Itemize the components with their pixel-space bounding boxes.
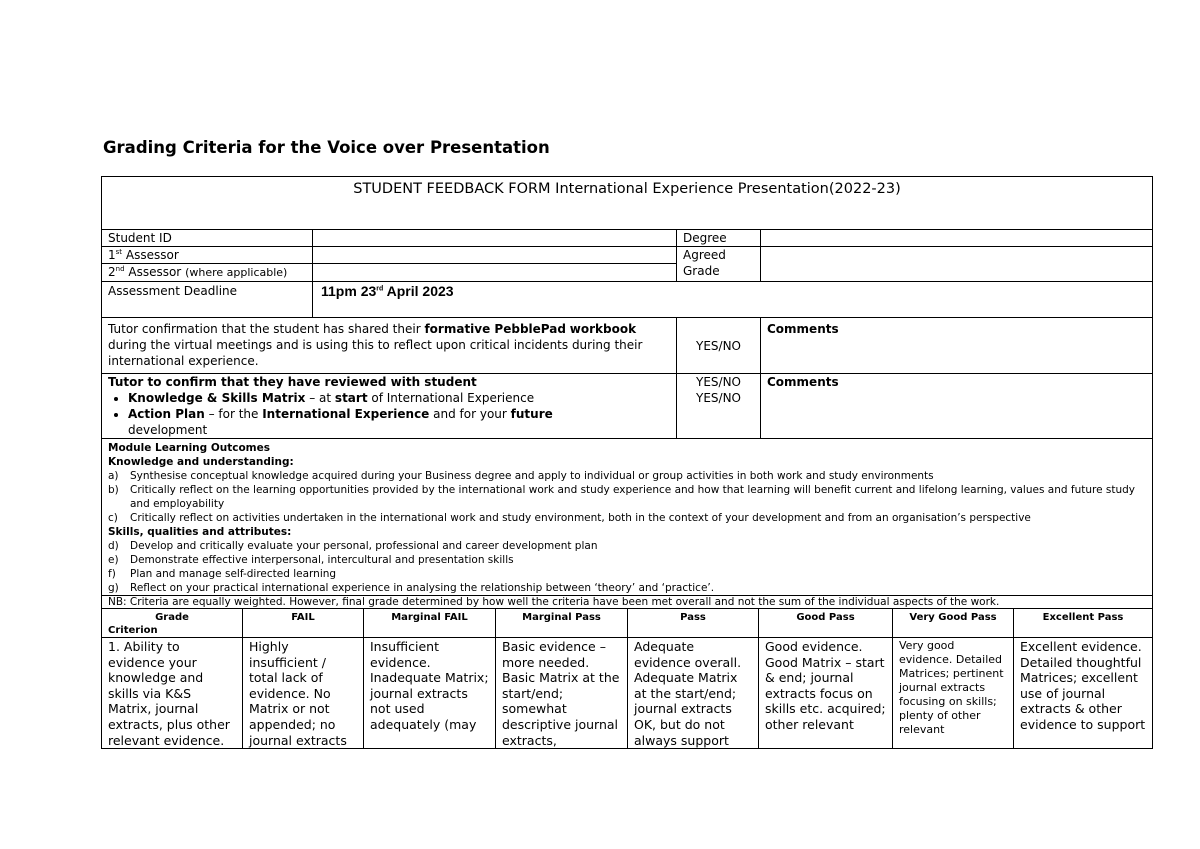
grade-band-descriptor: Very good evidence. Detailed Matrices; pertinent journal extracts focusing on skills; plenty of other relevant	[893, 638, 1014, 749]
grade-band-header: Marginal FAIL	[364, 609, 496, 638]
outcome-text: Reflect on your practical international experience in analysing the relationship between ‘theory’ and ‘practice’.	[130, 582, 715, 594]
learning-outcomes	[102, 439, 1152, 595]
grade-band-descriptor: Excellent evidence. Detailed thoughtful Matrices; excellent use of journal extracts & other evidence to support	[1014, 638, 1153, 749]
outcome-letter: b)	[108, 484, 119, 496]
grade-band-descriptor: Highly insufficient / total lack of evidence. No Matrix or not appended; no journal extracts	[243, 638, 364, 749]
grading-grid	[101, 608, 1153, 749]
review-yes-no[interactable]: YES/NO YES/NO	[677, 374, 761, 439]
outcome-item	[108, 553, 1146, 567]
outcome-letter: a)	[108, 470, 119, 482]
grade-band-header: FAIL	[243, 609, 364, 638]
form-title: STUDENT FEEDBACK FORM International Experience Presentation(2022-23)	[101, 176, 1153, 229]
grade-band-header: Good Pass	[759, 609, 893, 638]
grade-band-descriptor: Good evidence. Good Matrix – start & end; journal extracts focus on skills etc. acquired; other relevant	[759, 638, 893, 749]
tutor-confirmation-review: Tutor to confirm that they have reviewed with student • Knowledge & Skills Matrix – at start of International Experience • Action Plan – for the International Experience and for your future development	[102, 374, 677, 439]
knowledge-list	[108, 469, 1146, 525]
tutor-confirmation-pebblepad: Tutor confirmation that the student has shared their formative PebblePad workbook during the virtual meetings and is using this to reflect upon critical incidents during their international experience.	[102, 318, 677, 374]
outcome-letter: e)	[108, 554, 119, 566]
outcome-item	[108, 581, 1146, 595]
outcome-letter: f)	[108, 568, 116, 580]
criterion-cell: 1. Ability to evidence your knowledge and skills via K&S Matrix, journal extracts, plus other relevant evidence.	[102, 638, 243, 749]
outcome-text: Critically reflect on the learning opportunities provided by the international work and study experience and how that learning will benefit current and lifelong learning, values and future study and employability	[130, 484, 1135, 510]
page-title: Grading Criteria for the Voice over Presentation	[103, 138, 550, 157]
student-id-label: Student ID	[102, 230, 313, 247]
outcome-item	[108, 539, 1146, 553]
grade-band-header: Excellent Pass	[1014, 609, 1153, 638]
degree-label: Degree	[677, 230, 761, 247]
outcome-letter: g)	[108, 582, 119, 594]
grade-band-descriptor: Adequate evidence overall. Adequate Matrix at the start/end; journal extracts OK, but do not always support	[628, 638, 759, 749]
feedback-form	[101, 176, 1153, 749]
outcome-item	[108, 511, 1146, 525]
student-id-field[interactable]	[313, 230, 677, 247]
grid-row-criterion-1	[102, 638, 1153, 749]
outcome-text: Synthesise conceptual knowledge acquired during your Business degree and apply to individual or group activities in both work and study environments	[130, 470, 934, 482]
deadline-label: Assessment Deadline	[102, 282, 313, 318]
outcome-text: Plan and manage self-directed learning	[130, 568, 337, 580]
student-info-table	[101, 229, 1153, 439]
second-assessor-label: 2nd Assessor (where applicable)	[102, 264, 313, 282]
knowledge-heading: Knowledge and understanding:	[108, 456, 294, 468]
review-item-matrix: • Knowledge & Skills Matrix – at start of International Experience	[128, 390, 670, 406]
agreed-grade-label: Agreed Grade	[677, 247, 761, 282]
grade-band-descriptor: Insufficient evidence. Inadequate Matrix; journal extracts not used adequately (may	[364, 638, 496, 749]
grade-criterion-header: Grade Criterion	[102, 609, 243, 638]
first-assessor-label: 1st Assessor	[102, 247, 313, 264]
review-item-action-plan: • Action Plan – for the International Experience and for your future development	[128, 406, 670, 438]
pebblepad-yes-no[interactable]: YES/NO	[677, 318, 761, 374]
outcome-item	[108, 469, 1146, 483]
nb-note: NB: Criteria are equally weighted. However, final grade determined by how well the criteria have been met overall and not the sum of the individual aspects of the work.	[108, 596, 1000, 608]
grid-header-row	[102, 609, 1153, 638]
review-comments[interactable]: Comments	[761, 374, 1153, 439]
outcome-letter: c)	[108, 512, 118, 524]
second-assessor-field[interactable]	[313, 264, 677, 282]
outcome-item	[108, 567, 1146, 581]
deadline-value: 11pm 23rd April 2023	[313, 282, 1153, 318]
outcome-text: Develop and critically evaluate your personal, professional and career development plan	[130, 540, 598, 552]
grade-band-header: Marginal Pass	[496, 609, 628, 638]
skills-list	[108, 539, 1146, 595]
first-assessor-field[interactable]	[313, 247, 677, 264]
outcome-text: Critically reflect on activities undertaken in the international work and study environment, both in the context of your development and from an organisation’s perspective	[130, 512, 1031, 524]
outcome-letter: d)	[108, 540, 119, 552]
review-list	[108, 390, 670, 438]
outcome-item	[108, 483, 1146, 511]
skills-heading: Skills, qualities and attributes:	[108, 526, 292, 538]
grade-band-descriptor: Basic evidence – more needed. Basic Matrix at the start/end; somewhat descriptive journal extracts,	[496, 638, 628, 749]
pebblepad-comments[interactable]: Comments	[761, 318, 1153, 374]
outcome-text: Demonstrate effective interpersonal, intercultural and presentation skills	[130, 554, 514, 566]
degree-field[interactable]	[761, 230, 1153, 247]
grade-band-header: Very Good Pass	[893, 609, 1014, 638]
agreed-grade-field[interactable]	[761, 247, 1153, 282]
outcomes-heading: Module Learning Outcomes	[108, 442, 270, 454]
grade-band-header: Pass	[628, 609, 759, 638]
